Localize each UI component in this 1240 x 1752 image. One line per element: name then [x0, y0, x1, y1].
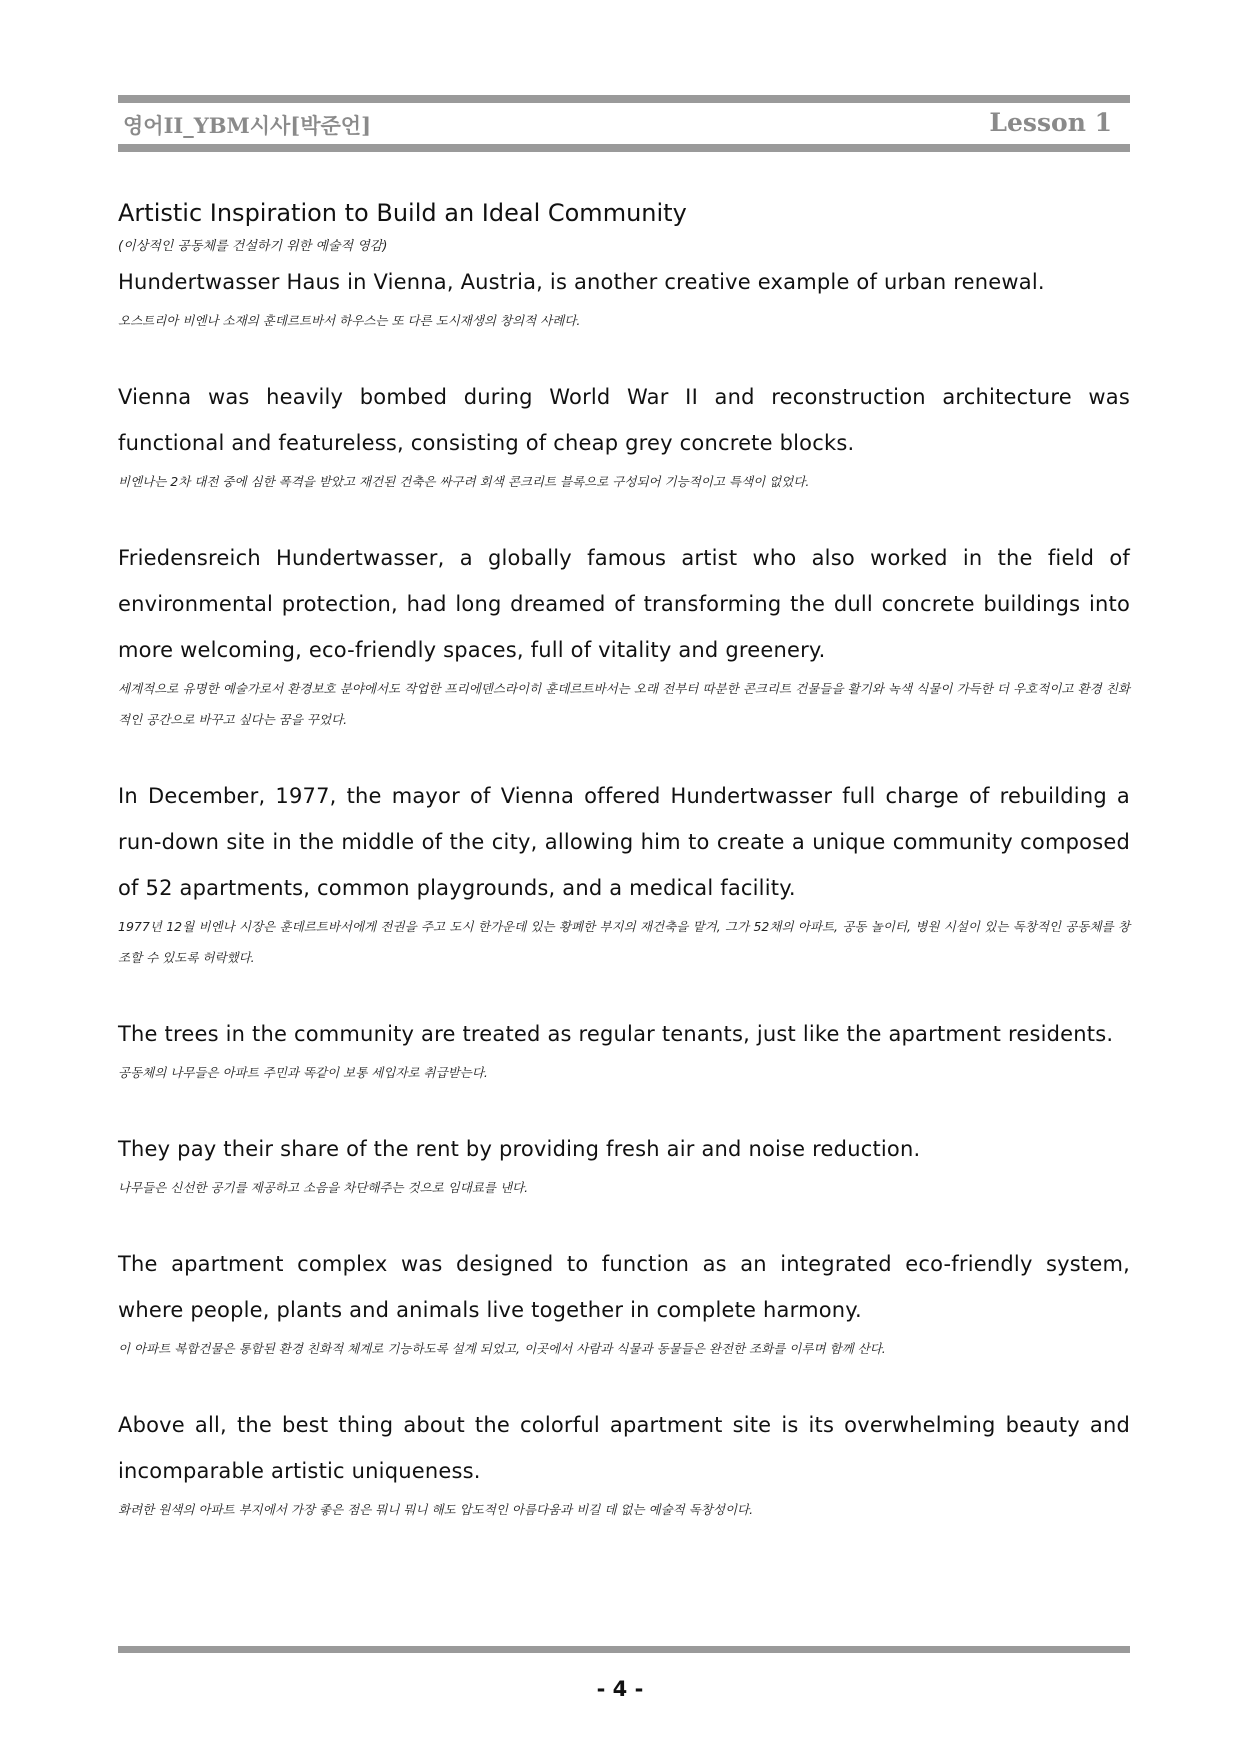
english-sentence: Friedensreich Hundertwasser, a globally famous artist who also worked in the field of environmental protection, had long dreamed of transforming the dull concrete buildings into more welcoming, eco-friendly spaces, full of vitality and greenery. — [118, 546, 1130, 662]
paragraph — [118, 1126, 1130, 1203]
paragraph — [118, 1402, 1130, 1525]
footer-rule — [118, 1646, 1130, 1653]
korean-translation: 1977년 12월 비엔나 시장은 훈데르트바서에게 전권을 주고 도시 한가운데 있는 황폐한 부지의 재건축을 맡겨, 그가 52채의 아파트, 공동 놀이터, 병원 시설이 있는 독창적인 공동체를 창조할 수 있도록 허락했다. — [118, 919, 1130, 965]
english-sentence: The trees in the community are treated as regular tenants, just like the apartment residents. — [118, 1022, 1114, 1046]
page-number: - 4 - — [596, 1677, 644, 1701]
korean-translation: 나무들은 신선한 공기를 제공하고 소음을 차단해주는 것으로 임대료를 낸다. — [118, 1180, 529, 1195]
english-sentence: They pay their share of the rent by providing fresh air and noise reduction. — [118, 1137, 921, 1161]
paragraph — [118, 773, 1130, 973]
paragraph — [118, 1241, 1130, 1364]
header-top-rule — [118, 95, 1130, 103]
section-title: Artistic Inspiration to Build an Ideal Community — [118, 199, 687, 227]
paragraph — [118, 535, 1130, 735]
header-bottom-rule — [118, 144, 1130, 152]
english-sentence: The apartment complex was designed to function as an integrated eco-friendly system, where people, plants and animals live together in complete harmony. — [118, 1252, 1130, 1322]
korean-translation: 비엔나는 2차 대전 중에 심한 폭격을 받았고 재건된 건축은 싸구려 회색 콘크리트 블록으로 구성되어 기능적이고 특색이 없었다. — [118, 474, 810, 489]
section-title-translation: (이상적인 공동체를 건설하기 위한 예술적 영감) — [118, 239, 388, 254]
course-title: 영어II_YBM시사[박준언] — [123, 113, 372, 138]
english-sentence: Hundertwasser Haus in Vienna, Austria, is another creative example of urban renewal. — [118, 270, 1045, 294]
english-sentence: In December, 1977, the mayor of Vienna offered Hundertwasser full charge of rebuilding a run-down site in the middle of the city, allowing him to create a unique community composed of 52 apartments, common playgrounds, and a medical facility. — [118, 784, 1130, 900]
paragraph — [118, 259, 1130, 336]
korean-translation: 화려한 원색의 아파트 부지에서 가장 좋은 점은 뭐니 뭐니 해도 압도적인 아름다움과 비길 데 없는 예술적 독창성이다. — [118, 1502, 754, 1517]
paragraph — [118, 374, 1130, 497]
korean-translation: 공동체의 나무들은 아파트 주민과 똑같이 보통 세입자로 취급받는다. — [118, 1065, 488, 1080]
lesson-label: Lesson 1 — [989, 108, 1112, 137]
english-sentence: Above all, the best thing about the colorful apartment site is its overwhelming beauty and incomparable artistic uniqueness. — [118, 1413, 1130, 1483]
english-sentence: Vienna was heavily bombed during World War II and reconstruction architecture was functional and featureless, consisting of cheap grey concrete blocks. — [118, 385, 1130, 455]
paragraph — [118, 1011, 1130, 1088]
korean-translation: 세계적으로 유명한 예술가로서 환경보호 분야에서도 작업한 프리에덴스라이히 훈데르트바서는 오래 전부터 따분한 콘크리트 건물들을 활기와 녹색 식물이 가득한 더 우호적이고 환경 친화적인 공간으로 바꾸고 싶다는 꿈을 꾸었다. — [118, 681, 1130, 727]
document-body — [118, 195, 1130, 1525]
korean-translation: 오스트리아 비엔나 소재의 훈데르트바서 하우스는 또 다른 도시재생의 창의적 사례다. — [118, 313, 581, 328]
korean-translation: 이 아파트 복합건물은 통합된 환경 친화적 체계로 기능하도록 설계 되었고, 이곳에서 사람과 식물과 동물들은 완전한 조화를 이루며 함께 산다. — [118, 1341, 886, 1356]
